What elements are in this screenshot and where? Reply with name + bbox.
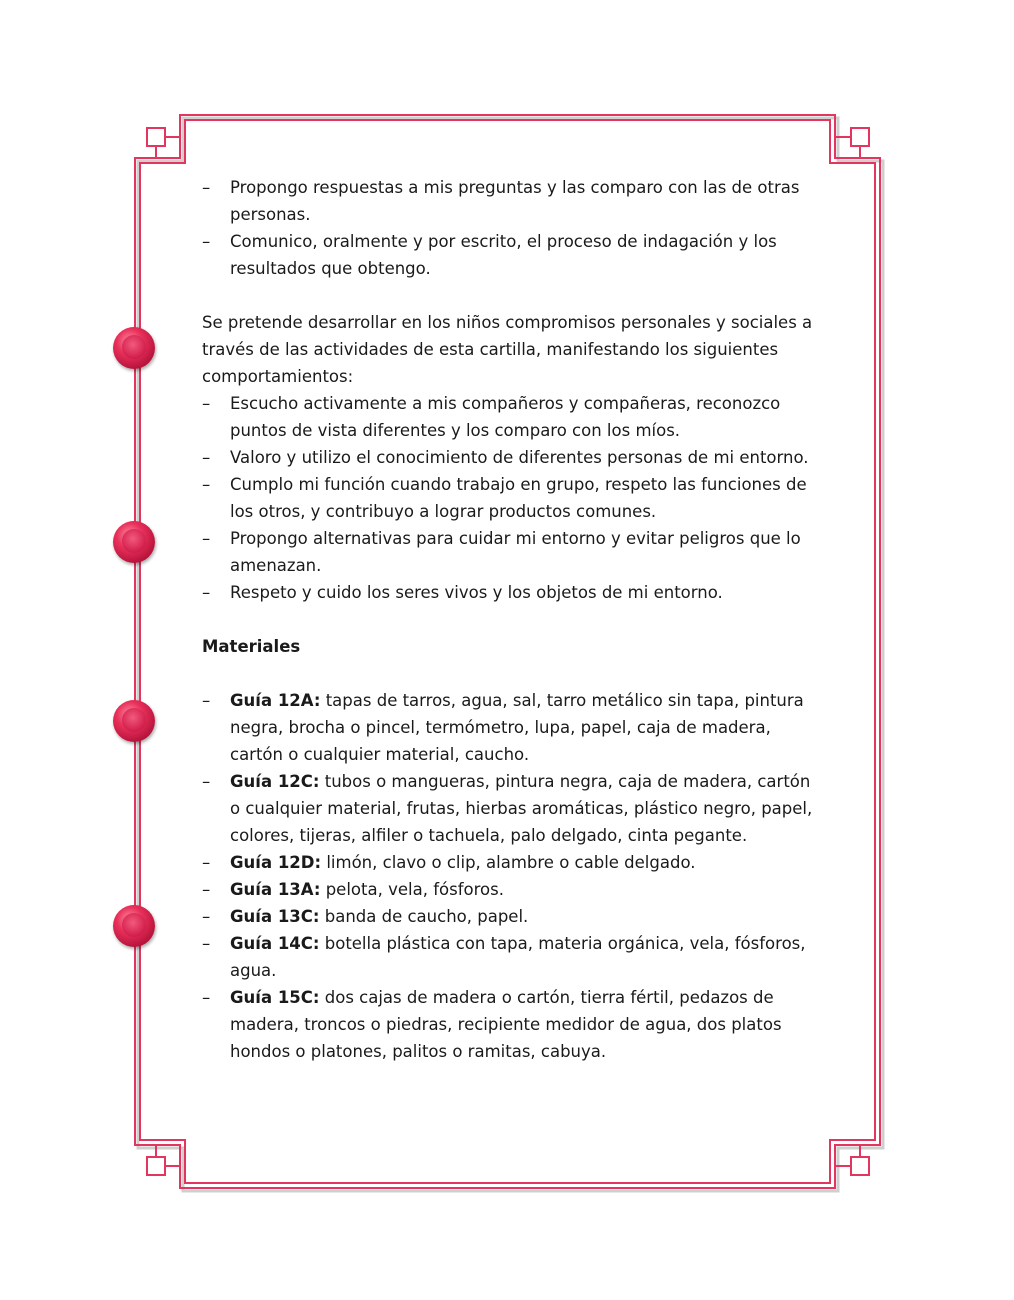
list-item — [202, 174, 822, 228]
materials-item — [202, 984, 822, 1065]
bullet-dash: – — [202, 529, 211, 548]
list-item — [202, 525, 822, 579]
materials-item — [202, 768, 822, 849]
guide-materials: pelota, vela, fósforos. — [320, 880, 504, 899]
guide-key: Guía 15C: — [230, 988, 320, 1007]
list-item-text: Comunico, oralmente y por escrito, el proceso de indagación y los resultados que obtengo. — [230, 232, 777, 278]
bullet-dash: – — [202, 232, 211, 251]
bullet-dash: – — [202, 394, 211, 413]
bullet-dash: – — [202, 475, 211, 494]
guide-materials: limón, clavo o clip, alambre o cable delgado. — [321, 853, 696, 872]
guide-materials: tapas de tarros, agua, sal, tarro metálico sin tapa, pintura negra, brocha o pincel, termómetro, lupa, papel, caja de madera, cartón o cualquier material, caucho. — [230, 691, 804, 764]
list-item-text: Respeto y cuido los seres vivos y los objetos de mi entorno. — [230, 583, 723, 602]
bullet-dash: – — [202, 772, 211, 791]
decorative-bead — [113, 700, 155, 742]
intro-paragraph: Se pretende desarrollar en los niños compromisos personales y sociales a través de las actividades de esta cartilla, manifestando los siguientes comportamientos: — [202, 313, 813, 386]
list-item-text: Escucho activamente a mis compañeros y compañeras, reconozco puntos de vista diferentes y los comparo con los míos. — [230, 394, 781, 440]
bullet-dash: – — [202, 934, 211, 953]
materials-item — [202, 849, 822, 876]
guide-key: Guía 13A: — [230, 880, 321, 899]
materials-item — [202, 903, 822, 930]
decorative-bead — [113, 327, 155, 369]
guide-materials: banda de caucho, papel. — [319, 907, 529, 926]
page-content — [202, 174, 822, 1065]
list-item — [202, 579, 822, 606]
materials-item — [202, 876, 822, 903]
bullet-dash: – — [202, 691, 211, 710]
bullet-dash: – — [202, 583, 211, 602]
decorative-bead — [113, 521, 155, 563]
bullet-dash: – — [202, 988, 211, 1007]
guide-key: Guía 12A: — [230, 691, 321, 710]
list-item-text: Propongo alternativas para cuidar mi entorno y evitar peligros que lo amenazan. — [230, 529, 801, 575]
guide-materials: dos cajas de madera o cartón, tierra fértil, pedazos de madera, troncos o piedras, recipiente medidor de agua, dos platos hondos o platones, palitos o ramitas, cabuya. — [230, 988, 782, 1061]
list-item — [202, 471, 822, 525]
bullet-dash: – — [202, 880, 211, 899]
guide-key: Guía 13C: — [230, 907, 320, 926]
guide-key: Guía 12D: — [230, 853, 322, 872]
bullet-dash: – — [202, 907, 211, 926]
list-item — [202, 444, 822, 471]
guide-materials: tubos o mangueras, pintura negra, caja de madera, cartón o cualquier material, frutas, hierbas aromáticas, plástico negro, papel, colores, tijeras, alfiler o tachuela, palo delgado, cinta pegante. — [230, 772, 813, 845]
list-item-text: Propongo respuestas a mis preguntas y las comparo con las de otras personas. — [230, 178, 800, 224]
guide-key: Guía 12C: — [230, 772, 320, 791]
guide-key: Guía 14C: — [230, 934, 320, 953]
decorative-bead — [113, 905, 155, 947]
bullet-dash: – — [202, 448, 211, 467]
list-item — [202, 228, 822, 282]
bullet-dash: – — [202, 853, 211, 872]
materials-item — [202, 687, 822, 768]
bullet-dash: – — [202, 178, 211, 197]
materials-heading: Materiales — [202, 637, 301, 656]
materials-item — [202, 930, 822, 984]
list-item — [202, 390, 822, 444]
list-item-text: Valoro y utilizo el conocimiento de diferentes personas de mi entorno. — [230, 448, 809, 467]
guide-materials: botella plástica con tapa, materia orgánica, vela, fósforos, agua. — [230, 934, 806, 980]
list-item-text: Cumplo mi función cuando trabajo en grupo, respeto las funciones de los otros, y contribuyo a lograr productos comunes. — [230, 475, 807, 521]
